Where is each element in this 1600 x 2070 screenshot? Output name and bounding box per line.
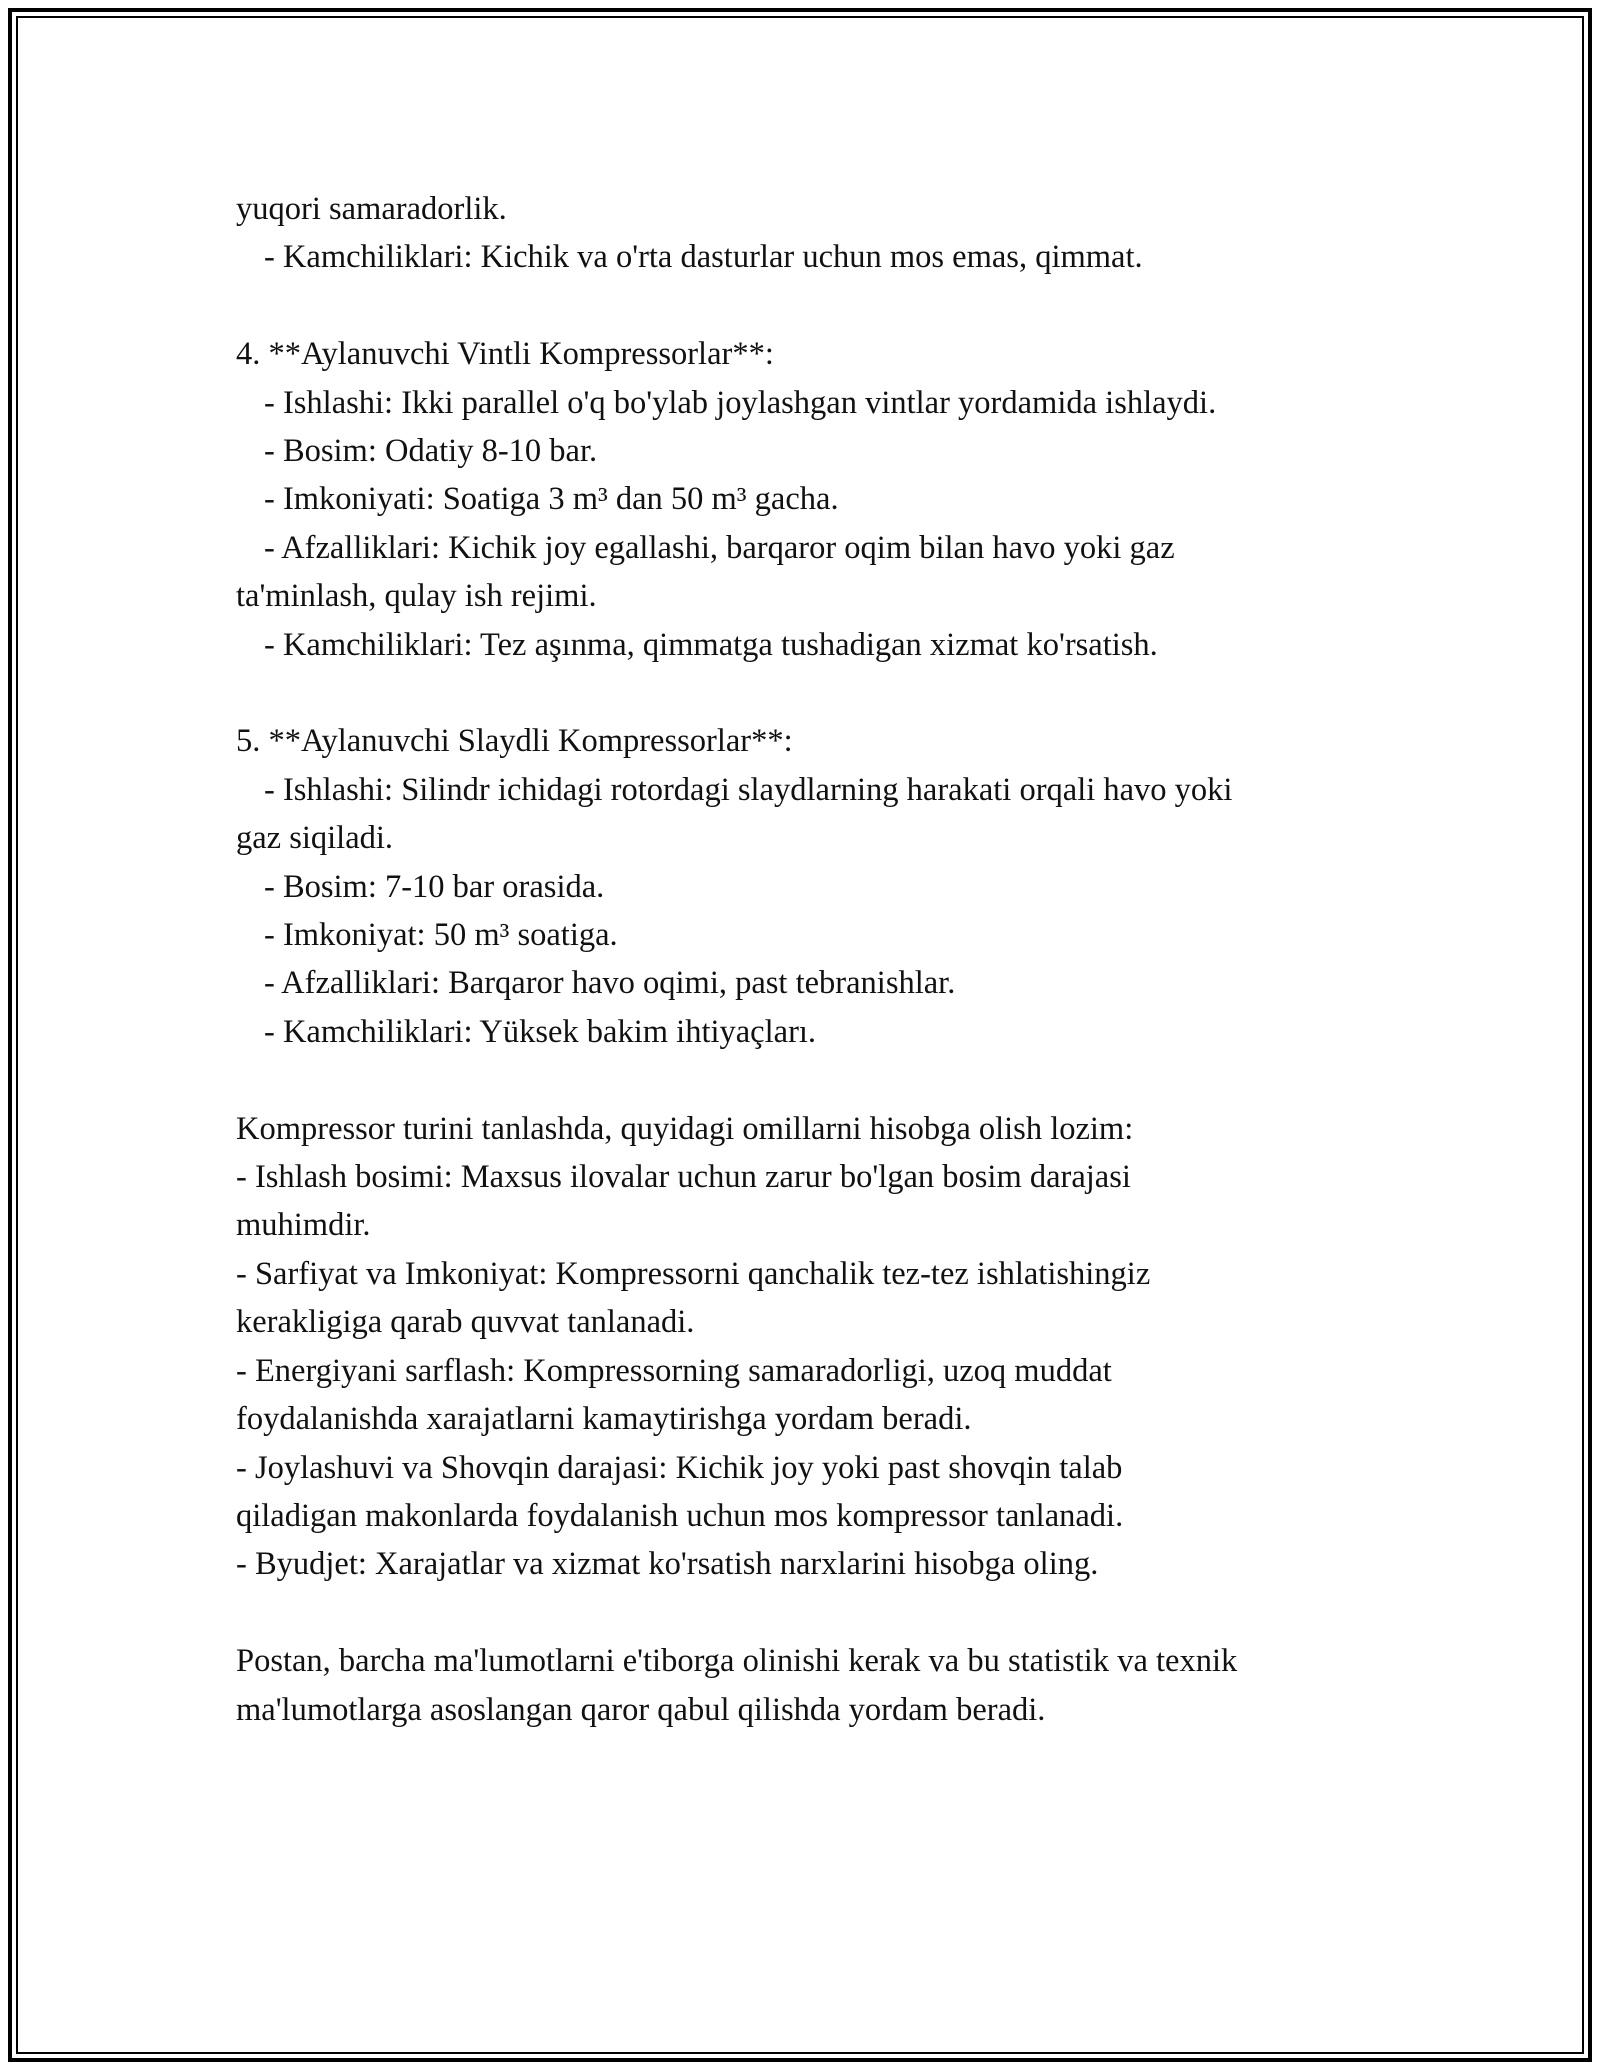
paragraph-line: Kompressor turini tanlashda, quyidagi omillarni hisobga olish lozim: [236, 1110, 1134, 1147]
paragraph-line: yuqori samaradorlik. [236, 191, 507, 227]
list-item-continuation: foydalanishda xarajatlarni kamaytirishga yordam beradi. [236, 1401, 972, 1438]
list-item-continuation: gaz siqiladi. [236, 820, 394, 857]
list-item: - Kamchiliklari: Kichik va o'rta dasturlar uchun mos emas, qimmat. [264, 239, 1143, 276]
list-item: - Byudjet: Xarajatlar va xizmat ko'rsatish narxlarini hisobga oling. [236, 1546, 1099, 1583]
section-heading: 4. **Aylanuvchi Vintli Kompressorlar**: [236, 336, 774, 373]
list-item: - Afzalliklari: Barqaror havo oqimi, past tebranishlar. [264, 965, 956, 1002]
list-item: - Energiyani sarflash: Kompressorning samaradorligi, uzoq muddat [236, 1352, 1112, 1389]
paragraph-gap [236, 282, 1386, 330]
list-item: - Ishlash bosimi: Maxsus ilovalar uchun zarur bo'lgan bosim darajasi [236, 1159, 1131, 1196]
paragraph-gap [236, 669, 1386, 717]
list-item: - Ishlashi: Silindr ichidagi rotordagi slaydlarning harakati orqali havo yoki [264, 771, 1233, 808]
list-item-continuation: ta'minlash, qulay ish rejimi. [236, 578, 597, 615]
list-item: - Ishlashi: Ikki parallel o'q bo'ylab joylashgan vintlar yordamida ishlaydi. [264, 384, 1217, 421]
paragraph-gap [236, 1589, 1386, 1637]
list-item: - Imkoniyat: 50 m³ soatiga. [264, 917, 618, 954]
document-body [236, 185, 1386, 1734]
paragraph-line: Postan, barcha ma'lumotlarni e'tiborga olinishi kerak va bu statistik va texnik [236, 1643, 1238, 1680]
list-item-continuation: qiladigan makonlarda foydalanish uchun mos kompressor tanlanadi. [236, 1497, 1124, 1534]
list-item: - Bosim: 7-10 bar orasida. [264, 868, 605, 905]
list-item: - Afzalliklari: Kichik joy egallashi, barqaror oqim bilan havo yoki gaz [264, 529, 1175, 566]
list-item: - Joylashuvi va Shovqin darajasi: Kichik joy yoki past shovqin talab [236, 1449, 1123, 1486]
paragraph-gap [236, 1056, 1386, 1104]
list-item: - Kamchiliklari: Tez aşınma, qimmatga tushadigan xizmat ko'rsatish. [264, 626, 1158, 663]
section-heading: 5. **Aylanuvchi Slaydli Kompressorlar**: [236, 723, 793, 760]
list-item-continuation: muhimdir. [236, 1207, 371, 1244]
list-item: - Kamchiliklari: Yüksek bakim ihtiyaçları. [264, 1013, 817, 1050]
list-item: - Sarfiyat va Imkoniyat: Kompressorni qanchalik tez-tez ishlatishingiz [236, 1255, 1151, 1292]
list-item: - Imkoniyati: Soatiga 3 m³ dan 50 m³ gacha. [264, 481, 839, 518]
paragraph-line: ma'lumotlarga asoslangan qaror qabul qilishda yordam beradi. [236, 1691, 1046, 1728]
list-item-continuation: kerakligiga qarab quvvat tanlanadi. [236, 1304, 695, 1341]
list-item: - Bosim: Odatiy 8-10 bar. [264, 433, 598, 470]
